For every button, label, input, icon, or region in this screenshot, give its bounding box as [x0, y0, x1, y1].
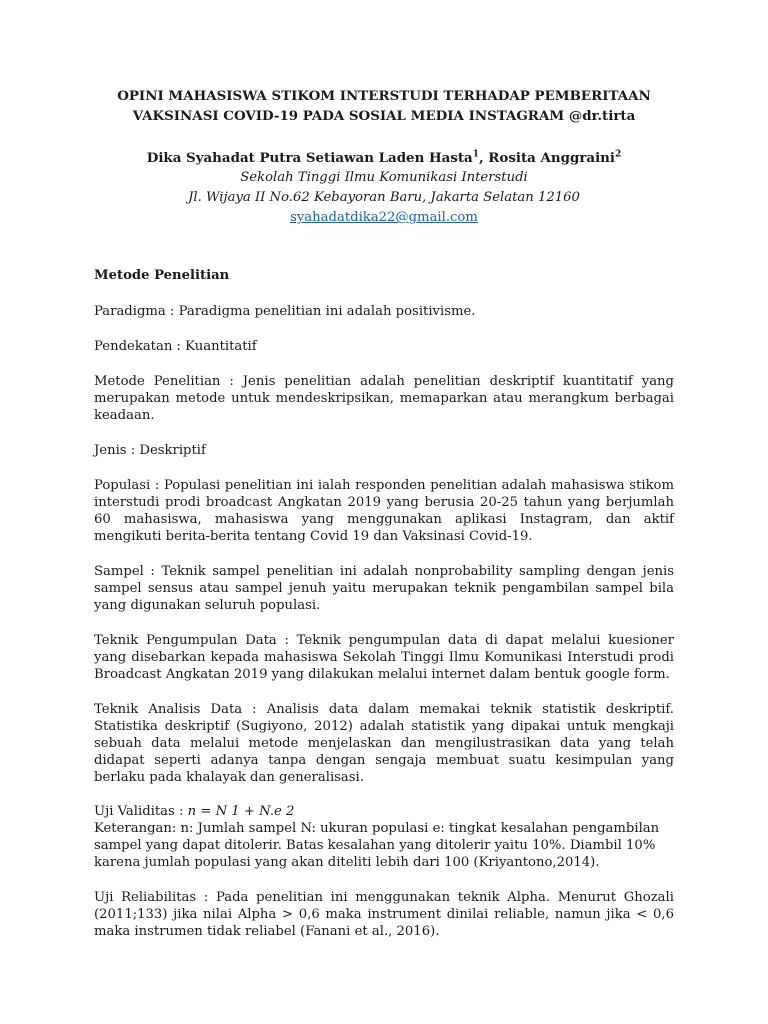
author-line	[94, 148, 674, 168]
analisis-paragraph: Teknik Analisis Data : Analisis data dalam memakai teknik statistik deskriptif. Statistika deskriptif (Sugiyono, 2012) adalah statistik yang dipakai untuk mengkaji sebuah data melalui metode menjelaskan dan mengilustrasikan data yang telah didapat seperti adanya tanpa dengan sengaja membuat suatu kesimpulan yang berlaku pada khalayak dan generalisasi.	[94, 702, 674, 785]
populasi-paragraph: Populasi : Populasi penelitian ini ialah responden penelitian adalah mahasiswa stikom interstudi prodi broadcast Angkatan 2019 yang berusia 20-25 tahun yang berjumlah 60 mahasiswa, mahasiswa yang menggunakan aplikasi Instagram, dan aktif mengikuti berita-berita tentang Covid 19 dan Vaksinasi Covid-19.	[94, 478, 674, 544]
validitas-block	[94, 803, 674, 871]
jenis-paragraph: Jenis : Deskriptif	[94, 443, 206, 458]
author-1: Dika Syahadat Putra Setiawan Laden Hasta	[146, 150, 473, 166]
metode-paragraph: Metode Penelitian : Jenis penelitian adalah penelitian deskriptif kuantitatif yang merupakan metode untuk mendeskripsikan, memaparkan atau merangkum berbagai keadaan.	[94, 374, 674, 423]
email-link[interactable]: syahadatdika22@gmail.com	[290, 210, 478, 225]
title-line-2: VAKSINASI COVID-19 PADA SOSIAL MEDIA INSTAGRAM @dr.tirta	[132, 108, 636, 124]
author-1-affil-mark: 1	[472, 149, 479, 160]
author-separator: ,	[478, 150, 489, 166]
affiliation: Sekolah Tinggi Ilmu Komunikasi Interstudi	[240, 170, 528, 185]
section-heading: Metode Penelitian	[94, 268, 230, 283]
email-line	[94, 208, 674, 228]
paper-title	[94, 86, 674, 126]
title-line-1: OPINI MAHASISWA STIKOM INTERSTUDI TERHADAP PEMBERITAAN	[117, 88, 651, 104]
keterangan-paragraph: Keterangan: n: Jumlah sampel N: ukuran populasi e: tingkat kesalahan pengambilan sampel yang dapat ditolerir. Batas kesalahan yang ditolerir yaitu 10%. Diambil 10% karena jumlah populasi yang akan diteliti lebih dari 100 (Kriyantono,2014).	[94, 821, 660, 870]
address: Jl. Wijaya II No.62 Kebayoran Baru, Jakarta Selatan 12160	[188, 190, 580, 205]
sampel-paragraph: Sampel : Teknik sampel penelitian ini adalah nonprobability sampling dengan jenis sampel sensus atau sampel jenuh yaitu merupakan teknik pengambilan sampel bila yang digunakan seluruh populasi.	[94, 564, 674, 613]
document-page	[94, 86, 674, 940]
validitas-label: Uji Validitas :	[94, 804, 188, 819]
author-2: Rosita Anggraini	[488, 150, 615, 166]
validitas-formula: n = N 1 + N.e 2	[187, 804, 295, 819]
paradigma-paragraph: Paradigma : Paradigma penelitian ini adalah positivisme.	[94, 304, 476, 319]
reliabilitas-paragraph: Uji Reliabilitas : Pada penelitian ini menggunakan teknik Alpha. Menurut Ghozali (2011;133) jika nilai Alpha > 0,6 maka instrument dinilai reliable, namun jika < 0,6 maka instrumen tidak reliabel (Fanani et al., 2016).	[94, 890, 674, 939]
author-2-affil-mark: 2	[615, 149, 622, 160]
validitas-line	[94, 803, 674, 820]
pendekatan-paragraph: Pendekatan : Kuantitatif	[94, 339, 257, 354]
pengumpulan-paragraph: Teknik Pengumpulan Data : Teknik pengumpulan data di dapat melalui kuesioner yang disebarkan kepada mahasiswa Sekolah Tinggi Ilmu Komunikasi Interstudi prodi Broadcast Angkatan 2019 yang dilakukan melalui internet dalam bentuk google form.	[94, 633, 674, 682]
